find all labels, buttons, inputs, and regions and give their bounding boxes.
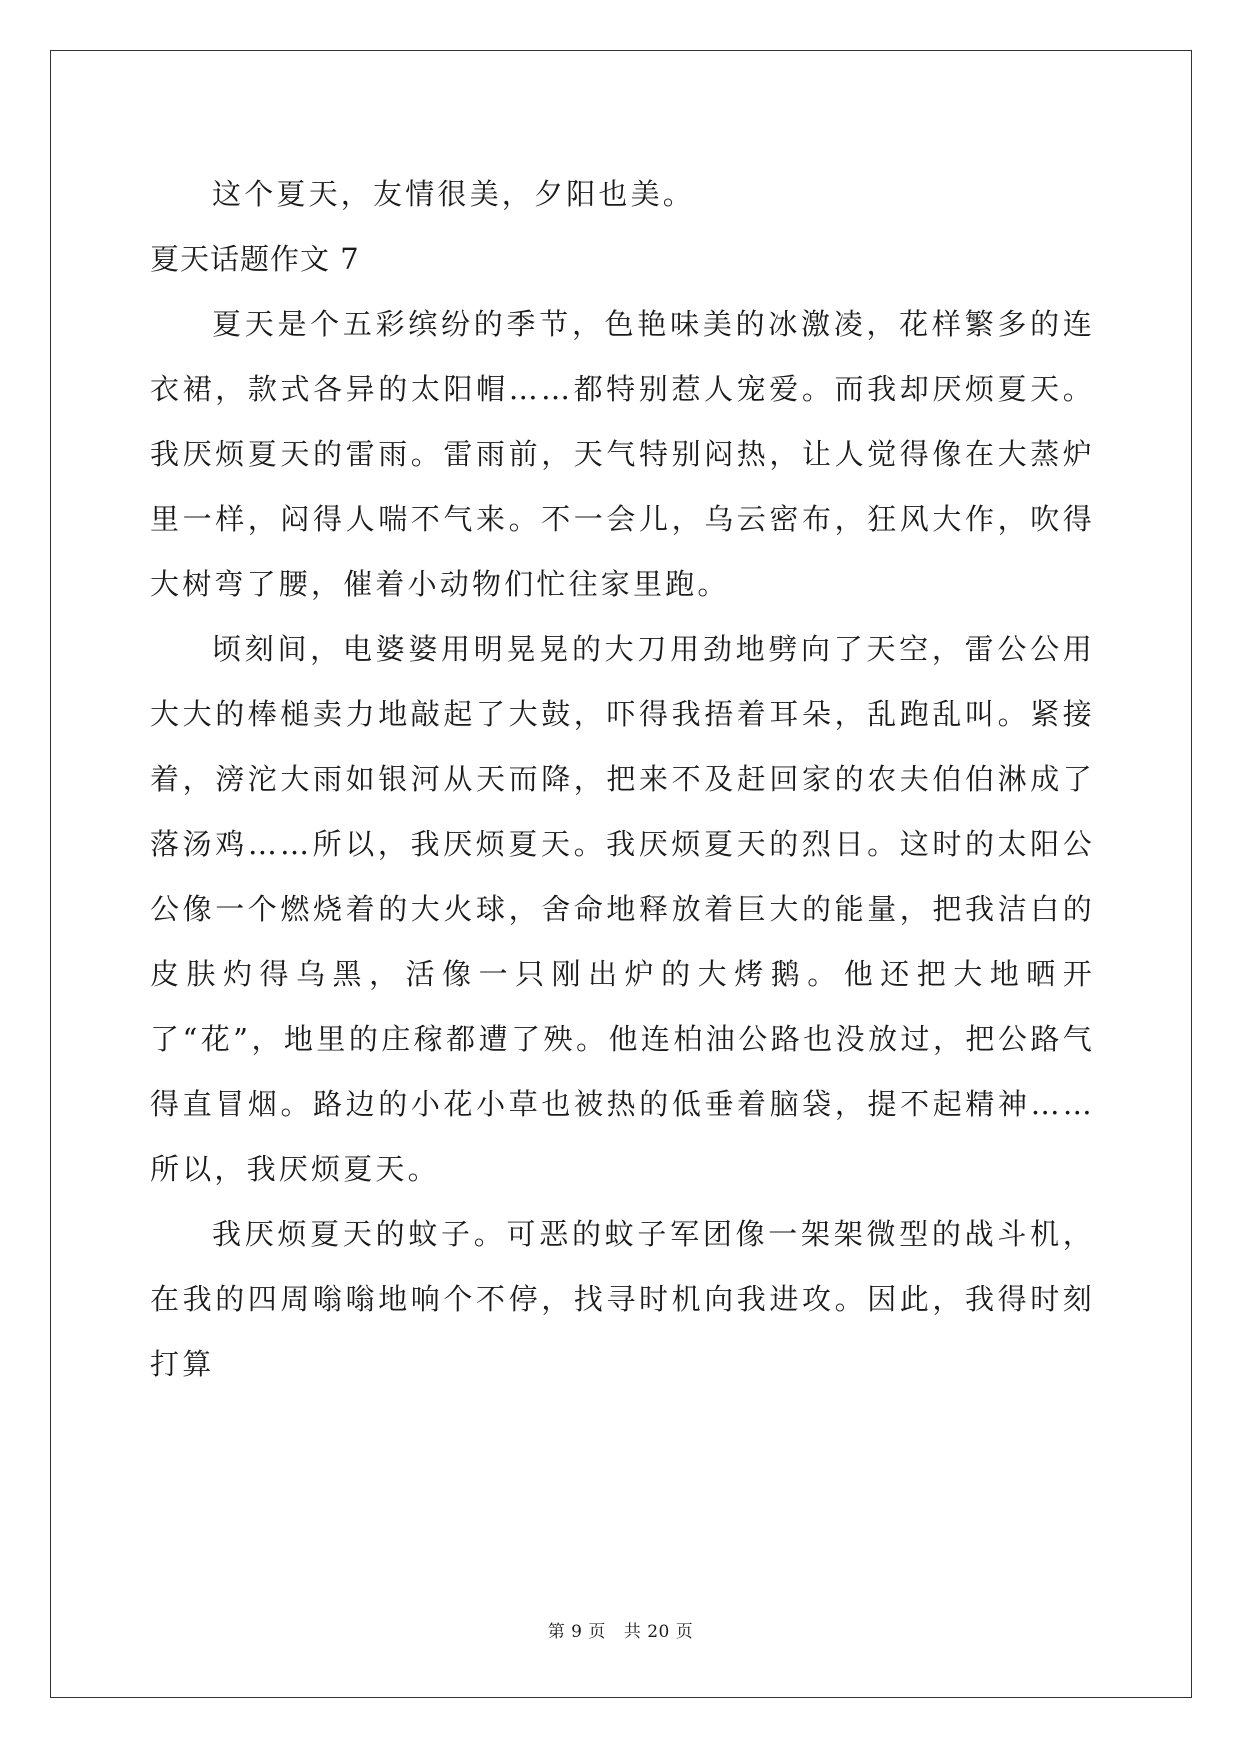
paragraph-thunderstorm: 顷刻间，电婆婆用明晃晃的大刀用劲地劈向了天空，雷公公用大大的棒槌卖力地敲起了大鼓，吓得我捂着耳朵，乱跑乱叫。紧接着，滂沱大雨如银河从天而降，把来不及赶回家的农夫伯伯淋成了落汤鸡……所以，我厌烦夏天。我厌烦夏天的烈日。这时的太阳公公像一个燃烧着的大火球，舍命地释放着巨大的能量，把我洁白的皮肤灼得乌黑，活像一只刚出炉的大烤鹅。他还把大地晒开了“花”，地里的庄稼都遭了殃。他连柏油公路也没放过，把公路气得直冒烟。路边的小花小草也被热的低垂着脑袋，提不起精神……所以，我厌烦夏天。	[150, 632, 1095, 1186]
section-heading: 夏天话题作文 7	[150, 242, 360, 276]
paragraph-mosquitoes: 我厌烦夏天的蚊子。可恶的蚊子军团像一架架微型的战斗机，在我的四周嗡嗡地响个不停，找寻时机向我进攻。因此，我得时刻打算	[150, 1217, 1095, 1381]
paragraph-intro: 夏天是个五彩缤纷的季节，色艳味美的冰激凌，花样繁多的连衣裙，款式各异的太阳帽……都特别惹人宠爱。而我却厌烦夏天。我厌烦夏天的雷雨。雷雨前，天气特别闷热，让人觉得像在大蒸炉里一样，闷得人喘不气来。不一会儿，乌云密布，狂风大作，吹得大树弯了腰，催着小动物们忙往家里跑。	[150, 307, 1095, 601]
page-footer	[0, 1617, 1241, 1642]
page-total: 共 20 页	[623, 1622, 694, 1642]
paragraph-closing-line: 这个夏天，友情很美，夕阳也美。	[212, 177, 696, 211]
page-number: 第 9 页	[547, 1622, 606, 1642]
document-body	[150, 162, 1095, 1397]
